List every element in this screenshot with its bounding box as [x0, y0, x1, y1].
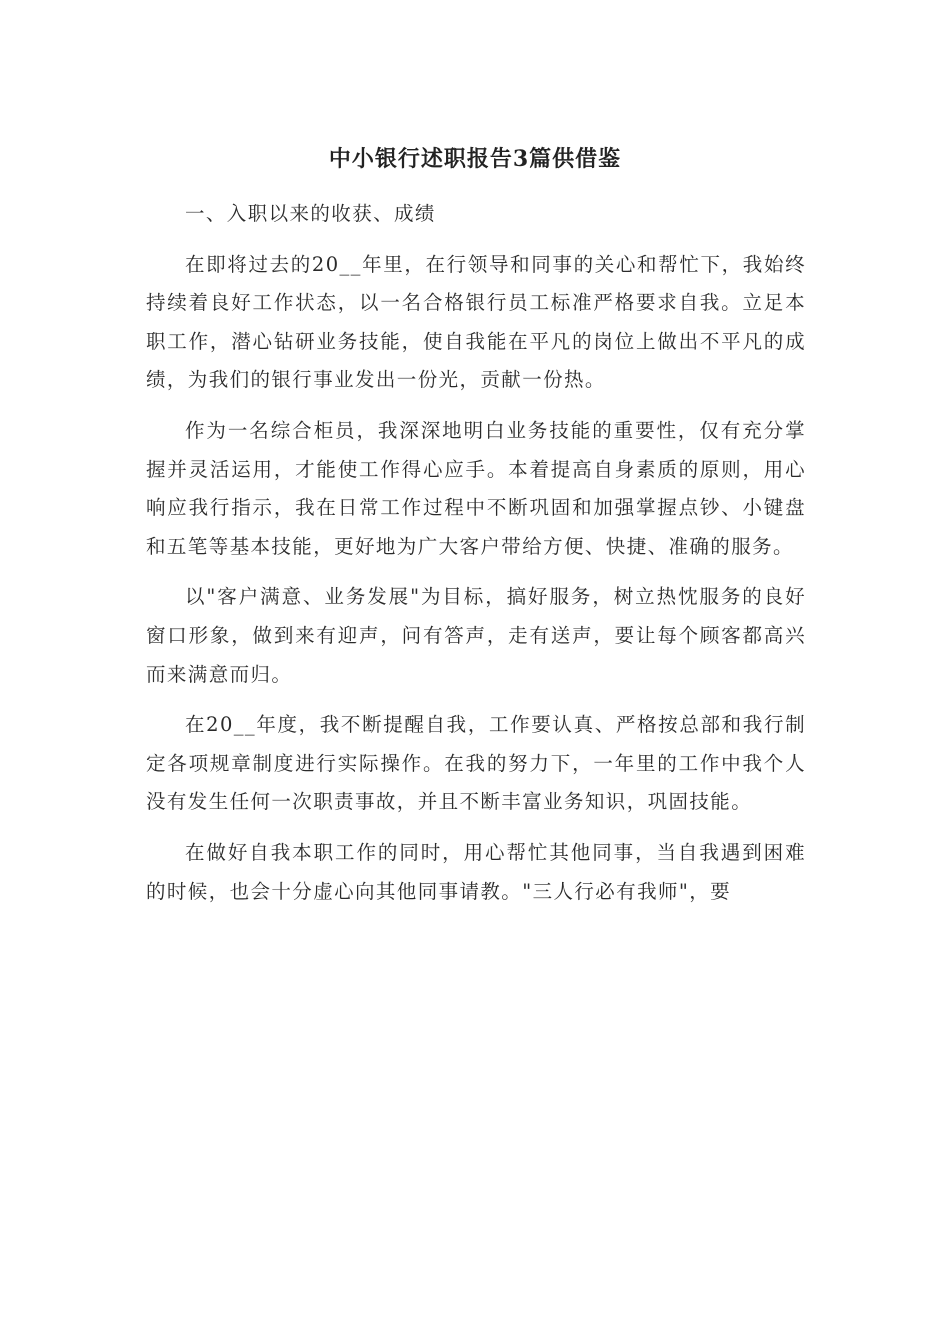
document-title: 中小银行述职报告3篇供借鉴 [328, 146, 622, 172]
paragraph-5: 在做好自我本职工作的同时，用心帮忙其他同事，当自我遇到困难的时候，也会十分虚心向其他同事请教。"三人行必有我师"，要 [146, 840, 806, 903]
paragraph-1: 在即将过去的20__年里，在行领导和同事的关心和帮忙下，我始终持续着良好工作状态，以一名合格银行员工标准严格要求自我。立足本职工作，潜心钻研业务技能，使自我能在平凡的岗位上做出不平凡的成绩，为我们的银行事业发出一份光，贡献一份热。 [146, 252, 806, 392]
paragraph-2: 作为一名综合柜员，我深深地明白业务技能的重要性，仅有充分掌握并灵活运用，才能使工作得心应手。本着提高自身素质的原则，用心响应我行指示，我在日常工作过程中不断巩固和加强掌握点钞、小键盘和五笔等基本技能，更好地为广大客户带给方便、快捷、准确的服务。 [146, 418, 806, 558]
document-body [146, 195, 806, 923]
paragraph-4: 在20__年度，我不断提醒自我，工作要认真、严格按总部和我行制定各项规章制度进行实际操作。在我的努力下，一年里的工作中我个人没有发生任何一次职责事故，并且不断丰富业务知识，巩固技能。 [146, 713, 806, 814]
section-heading: 一、入职以来的收获、成绩 [185, 202, 436, 225]
paragraph-3: 以"客户满意、业务发展"为目标，搞好服务，树立热忱服务的良好窗口形象，做到来有迎声，问有答声，走有送声，要让每个顾客都高兴而来满意而归。 [146, 585, 806, 686]
